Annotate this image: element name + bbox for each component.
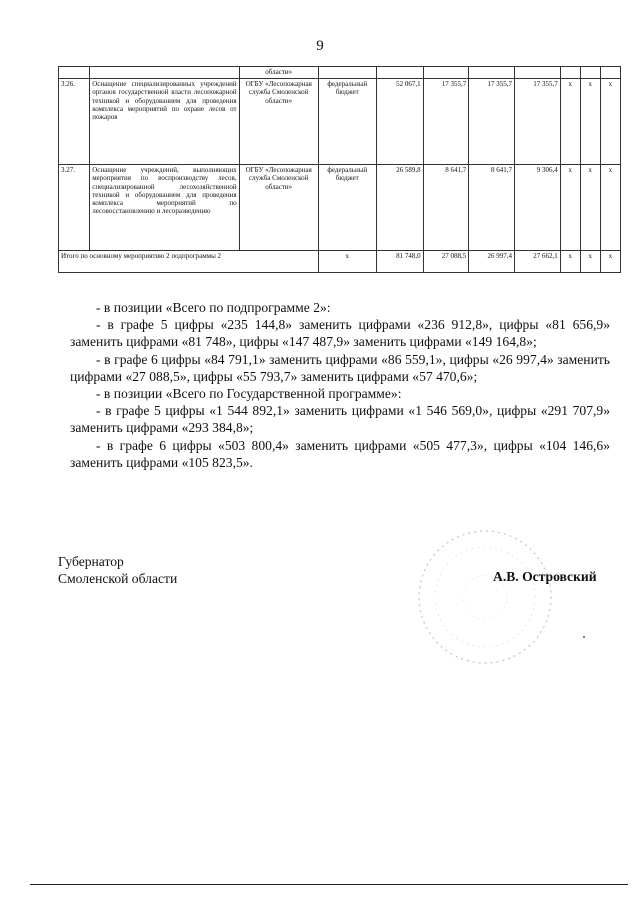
measure-name: Оснащение специализированных учреждений органов государственной власти лесопожарной техникой и оборудованием для проведения комплекса мероприятий по охране лесов от пожаров (90, 79, 239, 165)
value-cell: x (580, 251, 600, 273)
amendment-text (70, 299, 610, 471)
value-cell: 27 662,1 (514, 251, 560, 273)
table-row-continuation (59, 67, 621, 79)
value-cell: x (560, 79, 580, 165)
total-label: Итого по основному мероприятию 2 подпрограммы 2 (59, 251, 319, 273)
value-cell: 8 641,7 (423, 165, 469, 251)
value-cell: x (580, 79, 600, 165)
paragraph: - в графе 5 цифры «235 144,8» заменить цифрами «236 912,8», цифры «81 656,9» заменить цифрами «81 748», цифры «147 487,9» заменить цифрами «149 164,8»; (70, 317, 610, 350)
page-number: 9 (316, 38, 324, 54)
value-cell: x (560, 251, 580, 273)
executor-cell: ОГБУ «Лесопожарная служба Смоленской области» (239, 79, 318, 165)
value-cell: 52 067,1 (376, 79, 423, 165)
signatory-position: Губернатор (58, 554, 124, 569)
value-cell: 26 997,4 (469, 251, 515, 273)
value-cell: x (560, 165, 580, 251)
value-cell: x (580, 165, 600, 251)
table-row (59, 165, 621, 251)
value-cell: x (600, 79, 620, 165)
paragraph: - в позиции «Всего по Государственной программе»: (96, 386, 402, 402)
paragraph: - в графе 5 цифры «1 544 892,1» заменить цифрами «1 546 569,0», цифры «291 707,9» заменить цифрами «293 384,8»; (70, 403, 610, 436)
funding-source: x (318, 251, 376, 273)
value-cell: x (600, 165, 620, 251)
value-cell: 81 748,0 (376, 251, 423, 273)
value-cell: 17 355,7 (423, 79, 469, 165)
funding-source: федеральный бюджет (318, 79, 376, 165)
paragraph: - в графе 6 цифры «503 800,4» заменить цифрами «505 477,3», цифры «104 146,6» заменить цифрами «105 823,5». (70, 437, 610, 470)
funding-source: федеральный бюджет (318, 165, 376, 251)
faded-stamp (410, 522, 560, 672)
table-total-row (59, 251, 621, 273)
speck (583, 636, 585, 638)
value-cell: 9 306,4 (514, 165, 560, 251)
executor-cell: ОГБУ «Лесопожарная служба Смоленской области» (239, 165, 318, 251)
signatory-title (58, 553, 177, 587)
value-cell: 27 088,5 (423, 251, 469, 273)
value-cell: 8 641,7 (469, 165, 515, 251)
budget-table (58, 66, 621, 273)
value-cell: 17 355,7 (469, 79, 515, 165)
row-number: 3.26. (59, 79, 90, 165)
footer-rule (30, 884, 628, 885)
value-cell: x (600, 251, 620, 273)
signatory-region: Смоленской области (58, 571, 178, 586)
measure-name: Оснащение учреждений, выполняющих мероприятия по воспроизводству лесов, специализированной лесохозяйственной техникой и оборудованием для проведения комплекса мероприятий по лесовосстановлению и лесоразведению (90, 165, 239, 251)
table-row (59, 79, 621, 165)
signatory-name: А.В. Островский (493, 569, 597, 584)
row-number: 3.27. (59, 165, 90, 251)
executor-cell: области» (239, 67, 318, 79)
value-cell: 17 355,7 (514, 79, 560, 165)
paragraph: - в графе 6 цифры «84 791,1» заменить цифрами «86 559,1», цифры «26 997,4» заменить цифрами «27 088,5», цифры «55 793,7» заменить цифрами «57 470,6»; (70, 351, 610, 384)
value-cell: 26 589,8 (376, 165, 423, 251)
paragraph: - в позиции «Всего по подпрограмме 2»: (96, 300, 331, 315)
